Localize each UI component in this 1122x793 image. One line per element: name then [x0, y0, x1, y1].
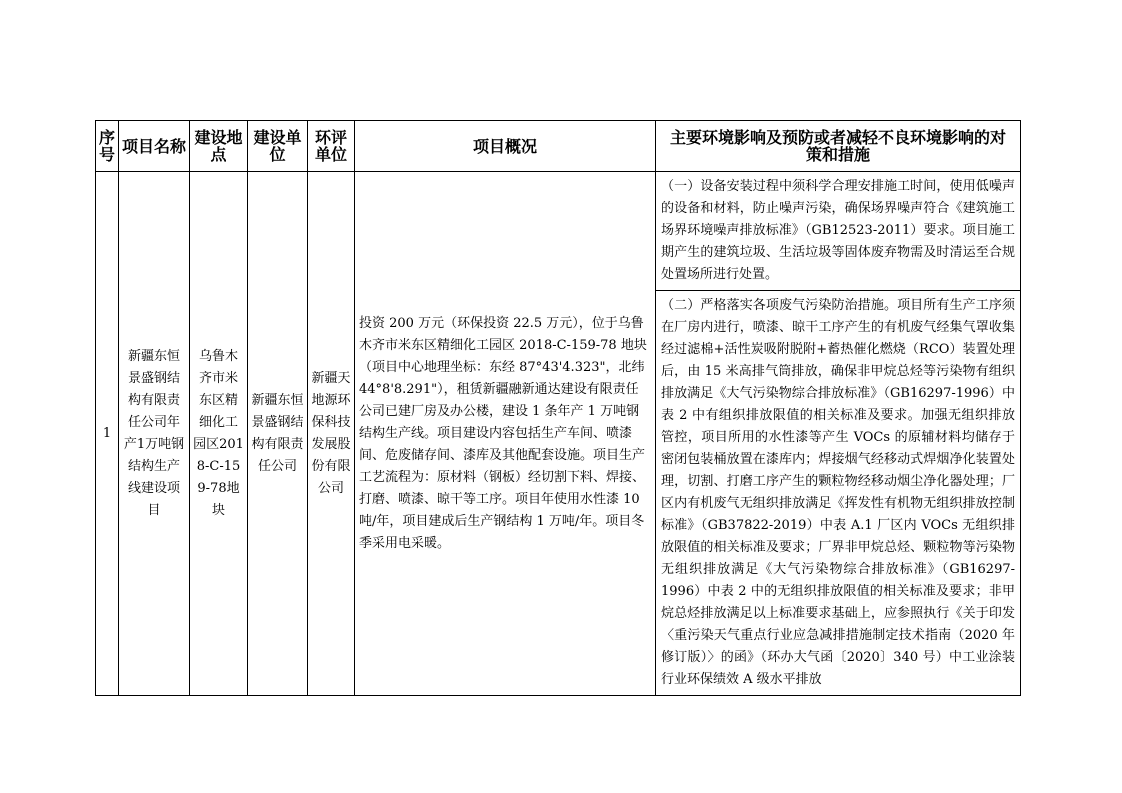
measure-paragraph-1: （一）设备安装过程中须科学合理安排施工时间，使用低噪声的设备和材料，防止噪声污染，确保场界噪声符合《建筑施工场界环境噪声排放标准》（GB12523-2011）要求。项目施工期产生的建筑垃圾、生活垃圾等固体废弃物需及时清运至合规处置场所进行处置。 — [661, 179, 1015, 282]
project-table — [95, 120, 1021, 696]
header-assessor: 环评单位 — [308, 121, 355, 172]
header-row — [96, 121, 1021, 172]
header-builder: 建设单位 — [248, 121, 308, 172]
row-assessor: 新疆天地源环保科技发展股份有限公司 — [308, 172, 355, 696]
header-overview: 项目概况 — [355, 121, 656, 172]
header-no: 序号 — [96, 121, 119, 172]
header-location: 建设地点 — [190, 121, 248, 172]
header-name: 项目名称 — [119, 121, 190, 172]
measure-paragraph-2: （二）严格落实各项废气污染防治措施。项目所有生产工序须在厂房内进行，喷漆、晾干工序产生的有机废气经集气罩收集经过滤棉+活性炭吸附脱附+蓄热催化燃烧（RCO）装置处理后，由 15 米高排气筒排放，确保非甲烷总烃等污染物有组织排放满足《大气污染物综合排放标准》（GB16297-1996）中表 2 中有组织排放限值的相关标准及要求。加强无组织排放管控，项目所用的水性漆等产生 VOCs 的原辅材料均储存于密闭包装桶放置在漆库内；焊接烟气经移动式焊烟净化装置处理，切割、打磨工序产生的颗粒物经移动烟尘净化器处理；厂区内有机废气无组织排放满足《挥发性有机物无组织排放控制标准》（GB37822-2019）中表 A.1 厂区内 VOCs 无组织排放限值的相关标准及要求；厂界非甲烷总烃、颗粒物等污染物无组织排放满足《大气污染物综合排放标准》（GB16297-1996）中表 2 中的无组织排放限值的相关标准及要求；非甲烷总烃排放满足以上标准要求基础上，应参照执行《关于印发〈重污染天气重点行业应急减排措施制定技术指南（2020 年修订版）〉的函》（环办大气函〔2020〕340 号）中工业涂装行业环保绩效 A 级水平排放 — [656, 290, 1020, 695]
row-measures — [656, 172, 1021, 696]
row-location: 乌鲁木齐市米东区精细化工园区2018-C-159-78地块 — [190, 172, 248, 696]
row-project-name: 新疆东恒景盛钢结构有限责任公司年产1万吨钢结构生产线建设项目 — [119, 172, 190, 696]
header-measures: 主要环境影响及预防或者减轻不良环境影响的对策和措施 — [656, 121, 1021, 172]
row-no: 1 — [96, 172, 119, 696]
row-overview: 投资 200 万元（环保投资 22.5 万元），位于乌鲁木齐市米东区精细化工园区 2018-C-159-78 地块（项目中心地理坐标：东经 87°43'4.323"，北纬 44°8'8.291"），租赁新疆融新通达建设有限责任公司已建厂房及办公楼，建设 1 条年产 1 万吨钢结构生产线。项目建设内容包括生产车间、喷漆间、危废储存间、漆库及其他配套设施。项目生产工艺流程为：原材料（钢板）经切割下料、焊接、打磨、喷漆、晾干等工序。项目年使用水性漆 10 吨/年，项目建成后生产钢结构 1 万吨/年。项目冬季采用电采暖。 — [355, 172, 656, 696]
table-row — [96, 172, 1021, 696]
row-builder: 新疆东恒景盛钢结构有限责任公司 — [248, 172, 308, 696]
